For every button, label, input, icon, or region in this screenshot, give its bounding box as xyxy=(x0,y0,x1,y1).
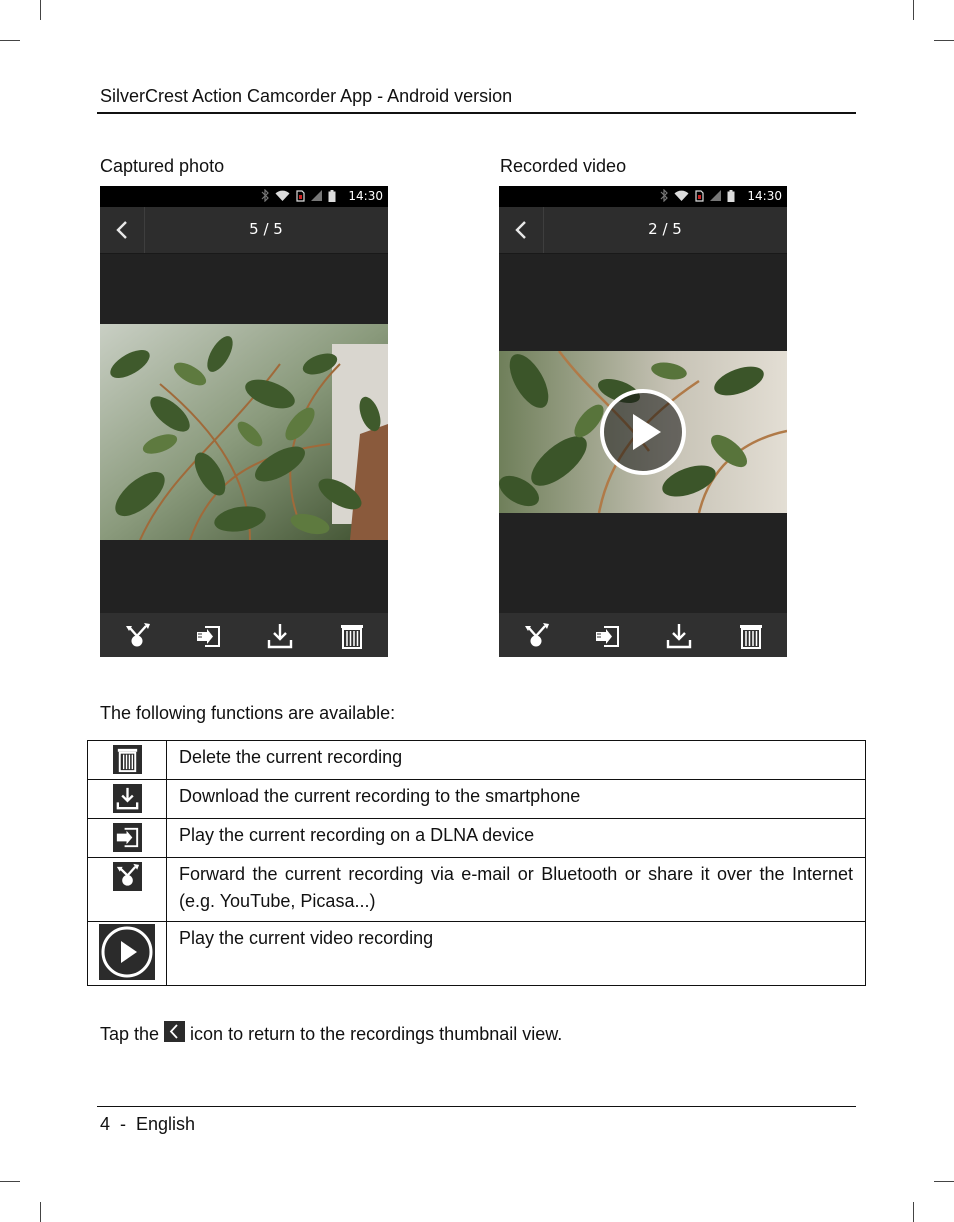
bluetooth-icon xyxy=(261,189,269,202)
chevron-left-icon xyxy=(513,220,529,240)
viewer-bottom-bar xyxy=(499,613,787,657)
battery-icon xyxy=(727,190,735,202)
phone-screen-video xyxy=(499,186,787,657)
battery-icon xyxy=(328,190,336,202)
table-row xyxy=(88,741,866,780)
crop-mark xyxy=(0,40,20,41)
functions-intro: The following functions are available: xyxy=(100,703,396,723)
status-bar xyxy=(100,186,388,207)
signal-icon xyxy=(710,190,721,201)
crop-mark xyxy=(40,1202,41,1222)
wifi-icon xyxy=(275,190,290,202)
recording-counter: 2 / 5 xyxy=(648,220,682,238)
function-description: Play the current video recording xyxy=(167,922,866,986)
download-icon xyxy=(265,621,295,651)
sim-icon xyxy=(296,190,305,202)
phone-screen-photo xyxy=(100,186,388,657)
video-preview-image[interactable] xyxy=(499,351,787,513)
icon-cell xyxy=(88,922,167,986)
table-row xyxy=(88,780,866,819)
header-divider xyxy=(97,112,856,114)
download-icon xyxy=(664,621,694,651)
icon-cell xyxy=(88,819,167,858)
table-row xyxy=(88,819,866,858)
page-header-title: SilverCrest Action Camcorder App - Android version xyxy=(100,86,513,106)
delete-button[interactable] xyxy=(736,621,766,651)
share-button[interactable] xyxy=(122,621,152,651)
back-button[interactable] xyxy=(499,207,544,253)
page-footer: 4 - English xyxy=(100,1114,196,1134)
dlna-play-icon xyxy=(193,621,223,651)
dlna-play-button[interactable] xyxy=(193,621,223,651)
bluetooth-icon xyxy=(660,189,668,202)
viewer-top-bar xyxy=(100,207,388,254)
delete-button[interactable] xyxy=(337,621,367,651)
function-description: Download the current recording to the smartphone xyxy=(167,780,866,819)
trash-icon xyxy=(736,621,766,651)
viewer-top-bar xyxy=(499,207,787,254)
share-icon xyxy=(122,621,152,651)
sim-icon xyxy=(695,190,704,202)
viewer-bottom-bar xyxy=(100,613,388,657)
table-row xyxy=(88,858,866,922)
foliage-photo xyxy=(100,324,388,540)
back-instruction-before: Tap the xyxy=(100,1024,160,1044)
recording-counter: 5 / 5 xyxy=(249,220,283,238)
download-button[interactable] xyxy=(664,621,694,651)
dlna-play-button[interactable] xyxy=(592,621,622,651)
icon-cell xyxy=(88,741,167,780)
footer-divider xyxy=(97,1106,856,1107)
status-time: 14:30 xyxy=(747,189,782,203)
dlna-play-icon xyxy=(592,621,622,651)
function-description: Play the current recording on a DLNA device xyxy=(167,819,866,858)
status-icons xyxy=(660,189,735,202)
icon-cell xyxy=(88,858,167,922)
dlna-play-icon xyxy=(113,823,142,852)
table-row xyxy=(88,922,866,986)
function-description: Delete the current recording xyxy=(167,741,866,780)
crop-mark xyxy=(934,1181,954,1182)
share-icon xyxy=(113,862,142,891)
crop-mark xyxy=(934,40,954,41)
caption-recorded-video: Recorded video xyxy=(500,156,627,176)
crop-mark xyxy=(40,0,41,20)
captured-photo-image[interactable] xyxy=(100,324,388,540)
play-circle-icon[interactable] xyxy=(599,388,687,476)
crop-mark xyxy=(913,1202,914,1222)
caption-captured-photo: Captured photo xyxy=(100,156,225,176)
wifi-icon xyxy=(674,190,689,202)
function-description: Forward the current recording via e-mail or Bluetooth or share it over the Internet (e.g. YouTube, Picasa...) xyxy=(167,858,866,922)
icon-cell xyxy=(88,780,167,819)
download-icon xyxy=(113,784,142,813)
share-button[interactable] xyxy=(521,621,551,651)
download-button[interactable] xyxy=(265,621,295,651)
trash-icon xyxy=(113,745,142,774)
status-time: 14:30 xyxy=(348,189,383,203)
chevron-left-icon xyxy=(164,1021,185,1042)
back-button[interactable] xyxy=(100,207,145,253)
back-instruction-after: icon to return to the recordings thumbnail view. xyxy=(190,1024,563,1044)
back-instruction xyxy=(100,1024,562,1045)
crop-mark xyxy=(0,1181,20,1182)
functions-table xyxy=(87,740,866,986)
trash-icon xyxy=(337,621,367,651)
play-circle-icon xyxy=(99,924,155,980)
share-icon xyxy=(521,621,551,651)
signal-icon xyxy=(311,190,322,201)
crop-mark xyxy=(913,0,914,20)
chevron-left-icon xyxy=(114,220,130,240)
status-icons xyxy=(261,189,336,202)
status-bar xyxy=(499,186,787,207)
